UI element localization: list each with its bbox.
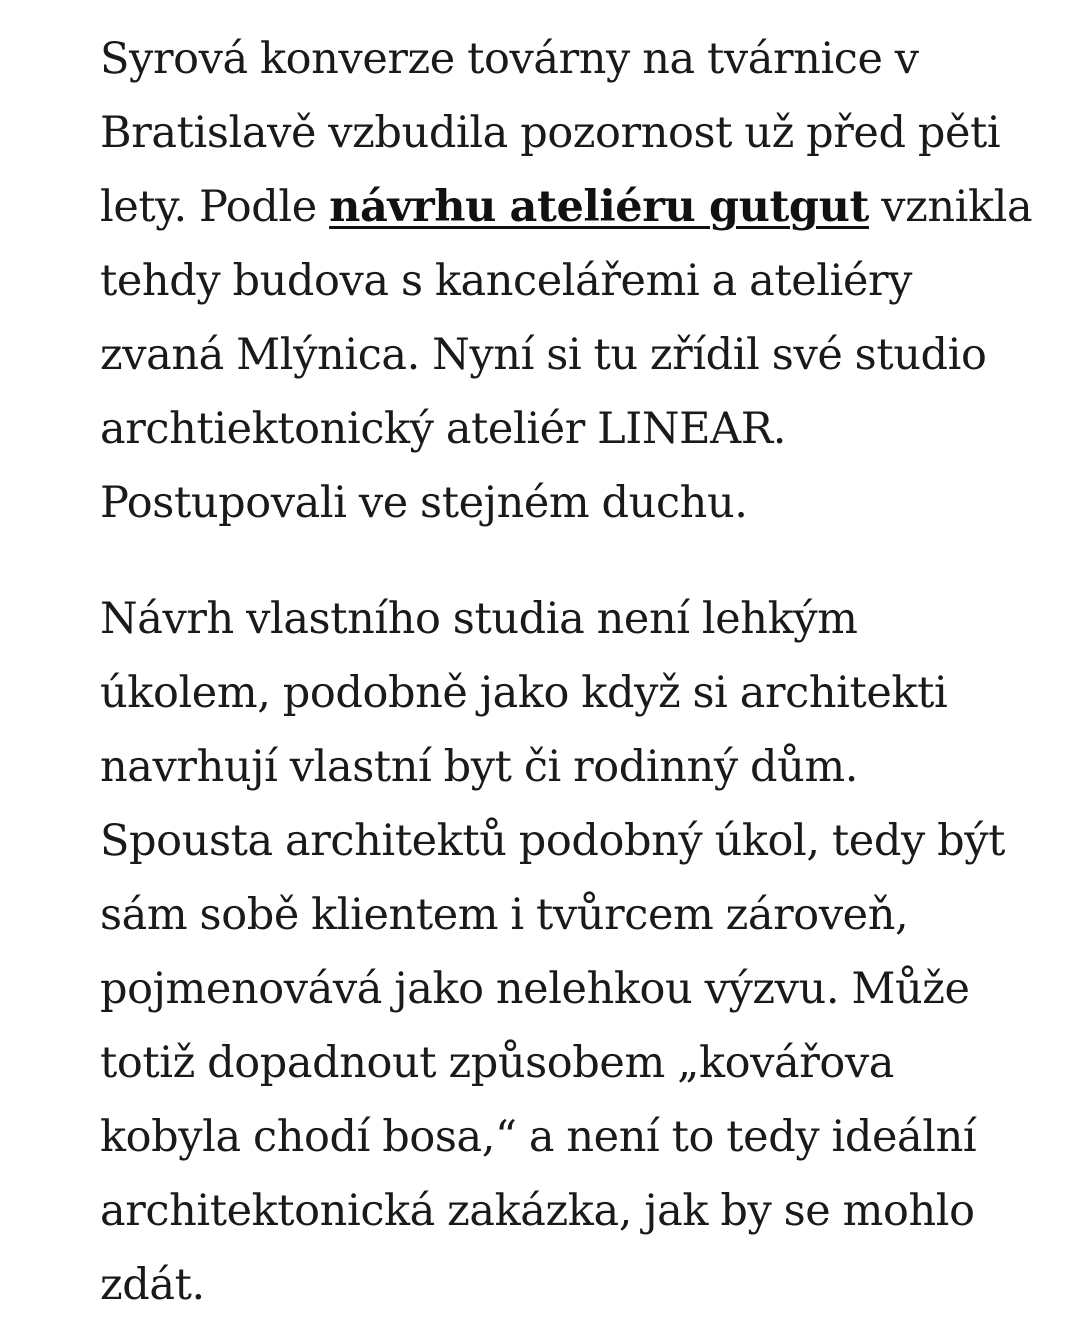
text-segment: lety. Podle bbox=[100, 182, 330, 232]
text-line: navrhují vlastní byt či rodinný dům. bbox=[100, 742, 859, 792]
text-line: kobyla chodí bosa,“ a není to tedy ideální bbox=[100, 1112, 977, 1162]
gutgut-design-link[interactable]: návrhu ateliéru gutgut bbox=[329, 182, 869, 232]
text-line: úkolem, podobně jako když si architekti bbox=[100, 668, 948, 718]
paragraph-studio-design bbox=[100, 582, 1006, 1322]
text-line: zvaná Mlýnica. Nyní si tu zřídil své studio bbox=[100, 330, 987, 380]
text-line: totiž dopadnout způsobem „kovářova bbox=[100, 1038, 895, 1088]
article-body bbox=[100, 22, 1033, 1322]
text-line: architektonická zakázka, jak by se mohlo bbox=[100, 1186, 975, 1236]
text-line: archtiektonický ateliér LINEAR. bbox=[100, 404, 787, 454]
paragraph-intro bbox=[100, 22, 1033, 540]
text-segment: vznikla bbox=[868, 182, 1033, 232]
text-line: Bratislavě vzbudila pozornost už před pěti bbox=[100, 108, 1001, 158]
text-line: tehdy budova s kancelářemi a ateliéry bbox=[100, 256, 913, 306]
text-line: Postupovali ve stejném duchu. bbox=[100, 478, 748, 528]
text-line: Návrh vlastního studia není lehkým bbox=[100, 594, 858, 644]
text-line bbox=[100, 170, 1033, 244]
text-line: Syrová konverze továrny na tvárnice v bbox=[100, 34, 919, 84]
text-line: sám sobě klientem i tvůrcem zároveň, bbox=[100, 890, 909, 940]
text-line: zdát. bbox=[100, 1260, 205, 1310]
text-line: Spousta architektů podobný úkol, tedy být bbox=[100, 816, 1006, 866]
text-line: pojmenovává jako nelehkou výzvu. Může bbox=[100, 964, 970, 1014]
